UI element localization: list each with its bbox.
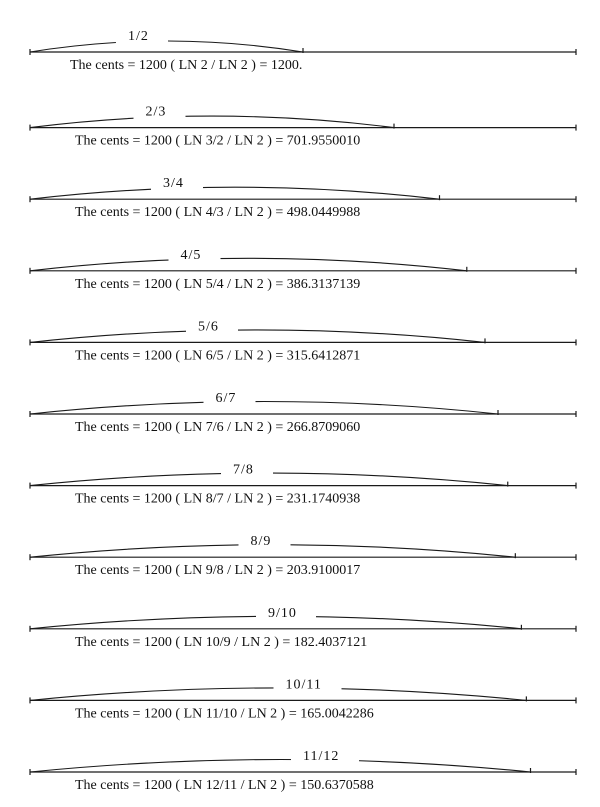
ratio-label: 1/2: [128, 29, 149, 44]
string-arc: [30, 545, 515, 558]
cents-formula: The cents = 1200 ( LN 7/6 / LN 2 ) = 266.8709060: [75, 420, 361, 435]
cents-formula: The cents = 1200 ( LN 12/11 / LN 2 ) = 150.6370588: [75, 778, 374, 793]
string-arc: [30, 187, 440, 199]
string-row: [30, 606, 576, 650]
string-arc: [30, 760, 531, 773]
ratio-label: 6/7: [215, 391, 237, 406]
ratio-label: 9/10: [268, 605, 297, 621]
string-row: [30, 29, 576, 73]
string-arc: [30, 41, 303, 52]
string-row: [30, 463, 576, 507]
ratio-label: 5/6: [198, 319, 219, 335]
string-arc: [30, 402, 498, 415]
string-arc: [30, 688, 526, 701]
string-row: [30, 176, 576, 220]
string-row: [30, 749, 576, 793]
cents-formula: The cents = 1200 ( LN 11/10 / LN 2 ) = 165.0042286: [75, 706, 374, 722]
string-row: [30, 248, 576, 292]
cents-formula: The cents = 1200 ( LN 5/4 / LN 2 ) = 386.3137139: [75, 276, 361, 292]
cents-formula: The cents = 1200 ( LN 8/7 / LN 2 ) = 231.1740938: [75, 491, 361, 507]
ratio-label: 7/8: [233, 462, 254, 478]
string-row: [30, 105, 576, 149]
cents-formula: The cents = 1200 ( LN 4/3 / LN 2 ) = 498.0449988: [75, 205, 361, 221]
string-arc: [30, 330, 485, 343]
ratio-label: 8/9: [250, 534, 272, 550]
cents-formula: The cents = 1200 ( LN 10/9 / LN 2 ) = 182.4037121: [75, 634, 368, 650]
ratio-label: 2/3: [145, 104, 167, 120]
cents-formula: The cents = 1200 ( LN 3/2 / LN 2 ) = 701.9550010: [75, 133, 361, 149]
string-row: [30, 319, 576, 363]
string-arc: [30, 473, 508, 486]
cents-formula: The cents = 1200 ( LN 2 / LN 2 ) = 1200.: [70, 58, 303, 73]
string-arc: [30, 116, 394, 128]
string-row: [30, 391, 576, 435]
ratio-label: 10/11: [285, 677, 322, 693]
ratio-label: 4/5: [180, 247, 202, 263]
string-row: [30, 534, 576, 578]
cents-formula: The cents = 1200 ( LN 6/5 / LN 2 ) = 315.6412871: [75, 348, 361, 364]
string-row: [30, 677, 576, 721]
ratio-label: 11/12: [303, 749, 340, 764]
cents-formula: The cents = 1200 ( LN 9/8 / LN 2 ) = 203.9100017: [75, 563, 361, 579]
ratio-label: 3/4: [163, 176, 184, 192]
string-arc: [30, 258, 467, 271]
